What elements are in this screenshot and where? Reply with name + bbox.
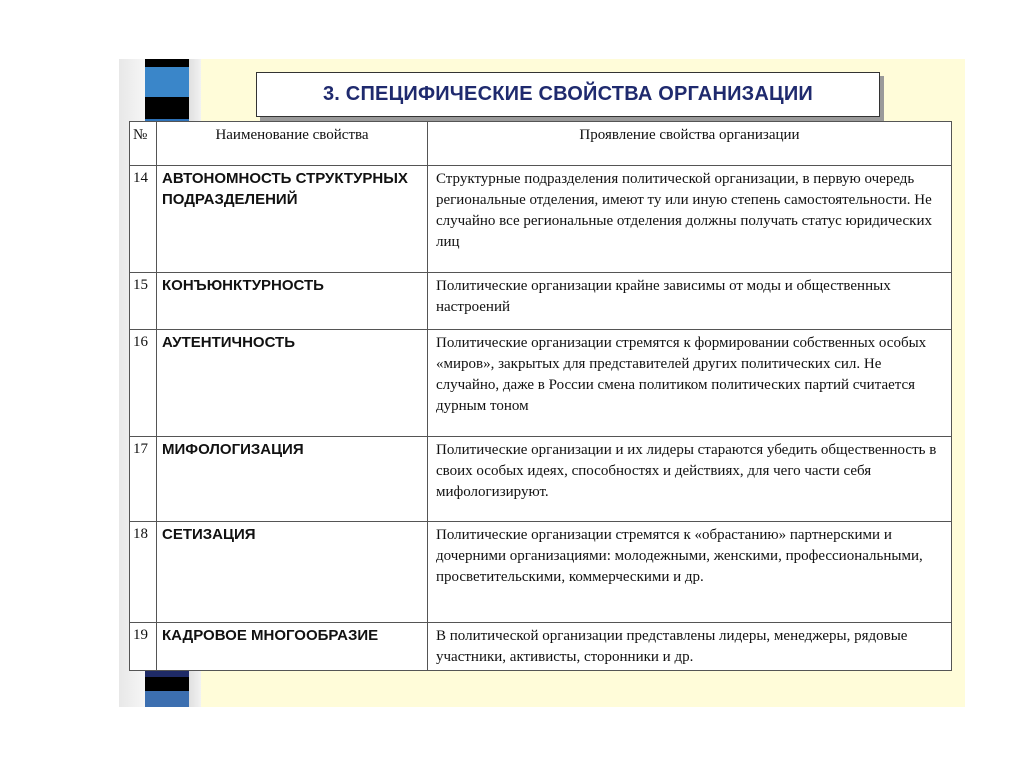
property-name: АУТЕНТИЧНОСТЬ xyxy=(157,330,428,437)
decor-block xyxy=(145,691,189,707)
header-num: № xyxy=(130,122,157,166)
header-name: Наименование свойства xyxy=(157,122,428,166)
table-row xyxy=(130,330,952,437)
property-name: СЕТИЗАЦИЯ xyxy=(157,522,428,623)
property-description: Политические организации стремятся к «обрастанию» партнерскими и дочерними организациями: молодежными, женскими, профессиональными, просветительскими, коммерческими и др. xyxy=(428,522,952,623)
property-name: МИФОЛОГИЗАЦИЯ xyxy=(157,437,428,522)
row-num: 18 xyxy=(130,522,157,623)
property-description: Структурные подразделения политической организации, в первую очередь региональные отделения, имеют ту или иную степень самостоятельности. Не случайно все региональные отделения должны получать статус юридических лиц xyxy=(428,166,952,273)
row-num: 14 xyxy=(130,166,157,273)
table-row xyxy=(130,522,952,623)
table-row xyxy=(130,166,952,273)
property-description: Политические организации и их лидеры стараются убедить общественность в своих особых идеях, способностях и действиях, для чего части себя мифологизируют. xyxy=(428,437,952,522)
properties-table xyxy=(129,121,952,671)
row-num: 17 xyxy=(130,437,157,522)
table-row xyxy=(130,437,952,522)
property-name: АВТОНОМНОСТЬ СТРУКТУРНЫХ ПОДРАЗДЕЛЕНИЙ xyxy=(157,166,428,273)
table-header-row xyxy=(130,122,952,166)
decor-block xyxy=(145,97,189,119)
header-manifestation: Проявление свойства организации xyxy=(428,122,952,166)
slide xyxy=(119,59,965,707)
title-box xyxy=(256,72,880,117)
table-row xyxy=(130,623,952,671)
decor-block xyxy=(145,67,189,97)
decor-block xyxy=(145,59,189,67)
decor-block xyxy=(145,677,189,691)
table-row xyxy=(130,273,952,330)
property-description: Политические организации крайне зависимы от моды и общественных настроений xyxy=(428,273,952,330)
row-num: 15 xyxy=(130,273,157,330)
row-num: 19 xyxy=(130,623,157,671)
property-description: В политической организации представлены лидеры, менеджеры, рядовые участники, активисты, сторонники и др. xyxy=(428,623,952,671)
property-description: Политические организации стремятся к формировании собственных особых «миров», закрытых для представителей других политических сил. Не случайно, даже в России смена политиком политических партий считается дурным тоном xyxy=(428,330,952,437)
slide-title: 3. СПЕЦИФИЧЕСКИЕ СВОЙСТВА ОРГАНИЗАЦИИ xyxy=(322,83,814,105)
row-num: 16 xyxy=(130,330,157,437)
property-name: КОНЪЮНКТУРНОСТЬ xyxy=(157,273,428,330)
property-name: КАДРОВОЕ МНОГООБРАЗИЕ xyxy=(157,623,428,671)
